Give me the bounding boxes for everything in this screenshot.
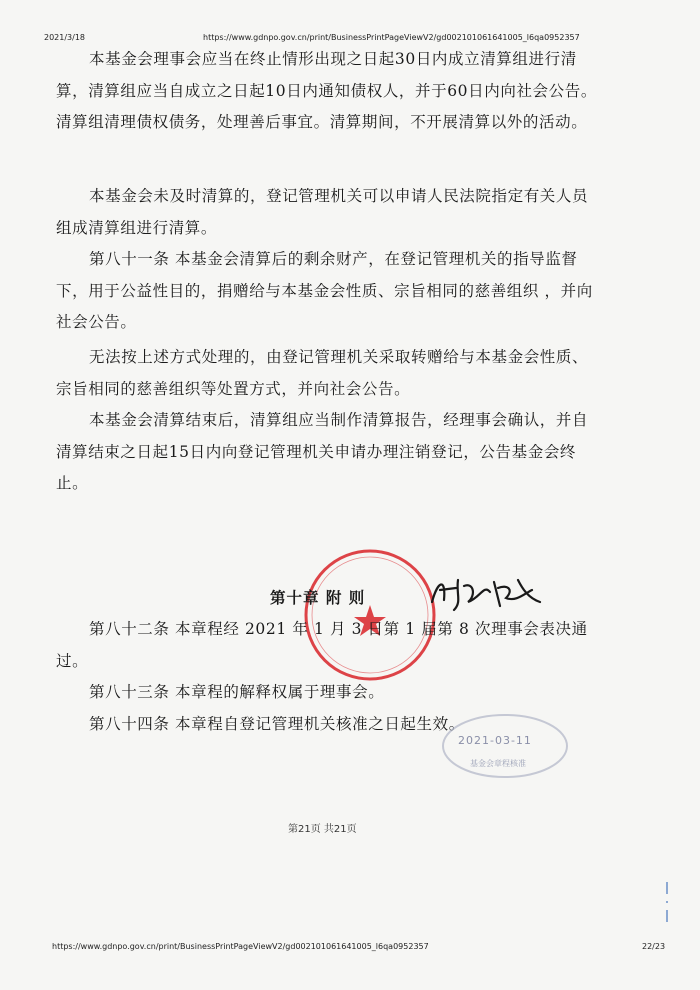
article-84: 第八十四条 本章程自登记管理机关核准之日起生效。: [89, 715, 465, 733]
binding-mark: [662, 880, 672, 926]
footer-page-indicator: 22/23: [642, 942, 666, 951]
header-url: https://www.gdnpo.gov.cn/print/BusinessPrintPageViewV2/gd002101061641005_l6qa0952357: [203, 33, 580, 42]
footer-url: https://www.gdnpo.gov.cn/print/BusinessPrintPageViewV2/gd002101061641005_l6qa0952357: [52, 942, 429, 951]
paragraph-article-81: 第八十一条 本基金会清算后的剩余财产，在登记管理机关的指导监督下，用于公益性目的，捐赠给与本基金会性质、宗旨相同的慈善组织 ，并向社会公告。: [56, 250, 593, 331]
chapter-title: 第十章 附 则: [270, 589, 366, 607]
header-date: 2021/3/18: [44, 33, 86, 42]
article-83: 第八十三条 本章程的解释权属于理事会。: [89, 683, 385, 701]
approval-stamp-date: 2021-03-11: [458, 734, 532, 747]
paragraph-alternative-disposal: 无法按上述方式处理的，由登记管理机关采取转赠给与本基金会性质、宗旨相同的慈善组织等处置方式，并向社会公告。: [56, 348, 589, 398]
paragraph-liquidation-report: 本基金会清算结束后，清算组应当制作清算报告，经理事会确认，并自清算结束之日起15日内向登记管理机关申请办理注销登记，公告基金会终止。: [56, 411, 589, 492]
page-number: 第21页 共21页: [288, 824, 357, 835]
approval-stamp-text: 基金会章程核准: [470, 759, 526, 768]
paragraph-court-appointment: 本基金会未及时清算的，登记管理机关可以申请人民法院指定有关人员组成清算组进行清算。: [56, 187, 589, 237]
article-82: 第八十二条 本章程经 2021 年 1 月 3 日第 1 届第 8 次理事会表决通过。: [56, 620, 588, 670]
paragraph-liquidation-team: 本基金会理事会应当在终止情形出现之日起30日内成立清算组进行清算，清算组应当自成立之日起10日内通知债权人，并于60日内向社会公告。清算组清理债权债务，处理善后事宜。清算期间，不开展清算以外的活动。: [56, 50, 597, 131]
handwritten-signature: [428, 572, 548, 614]
